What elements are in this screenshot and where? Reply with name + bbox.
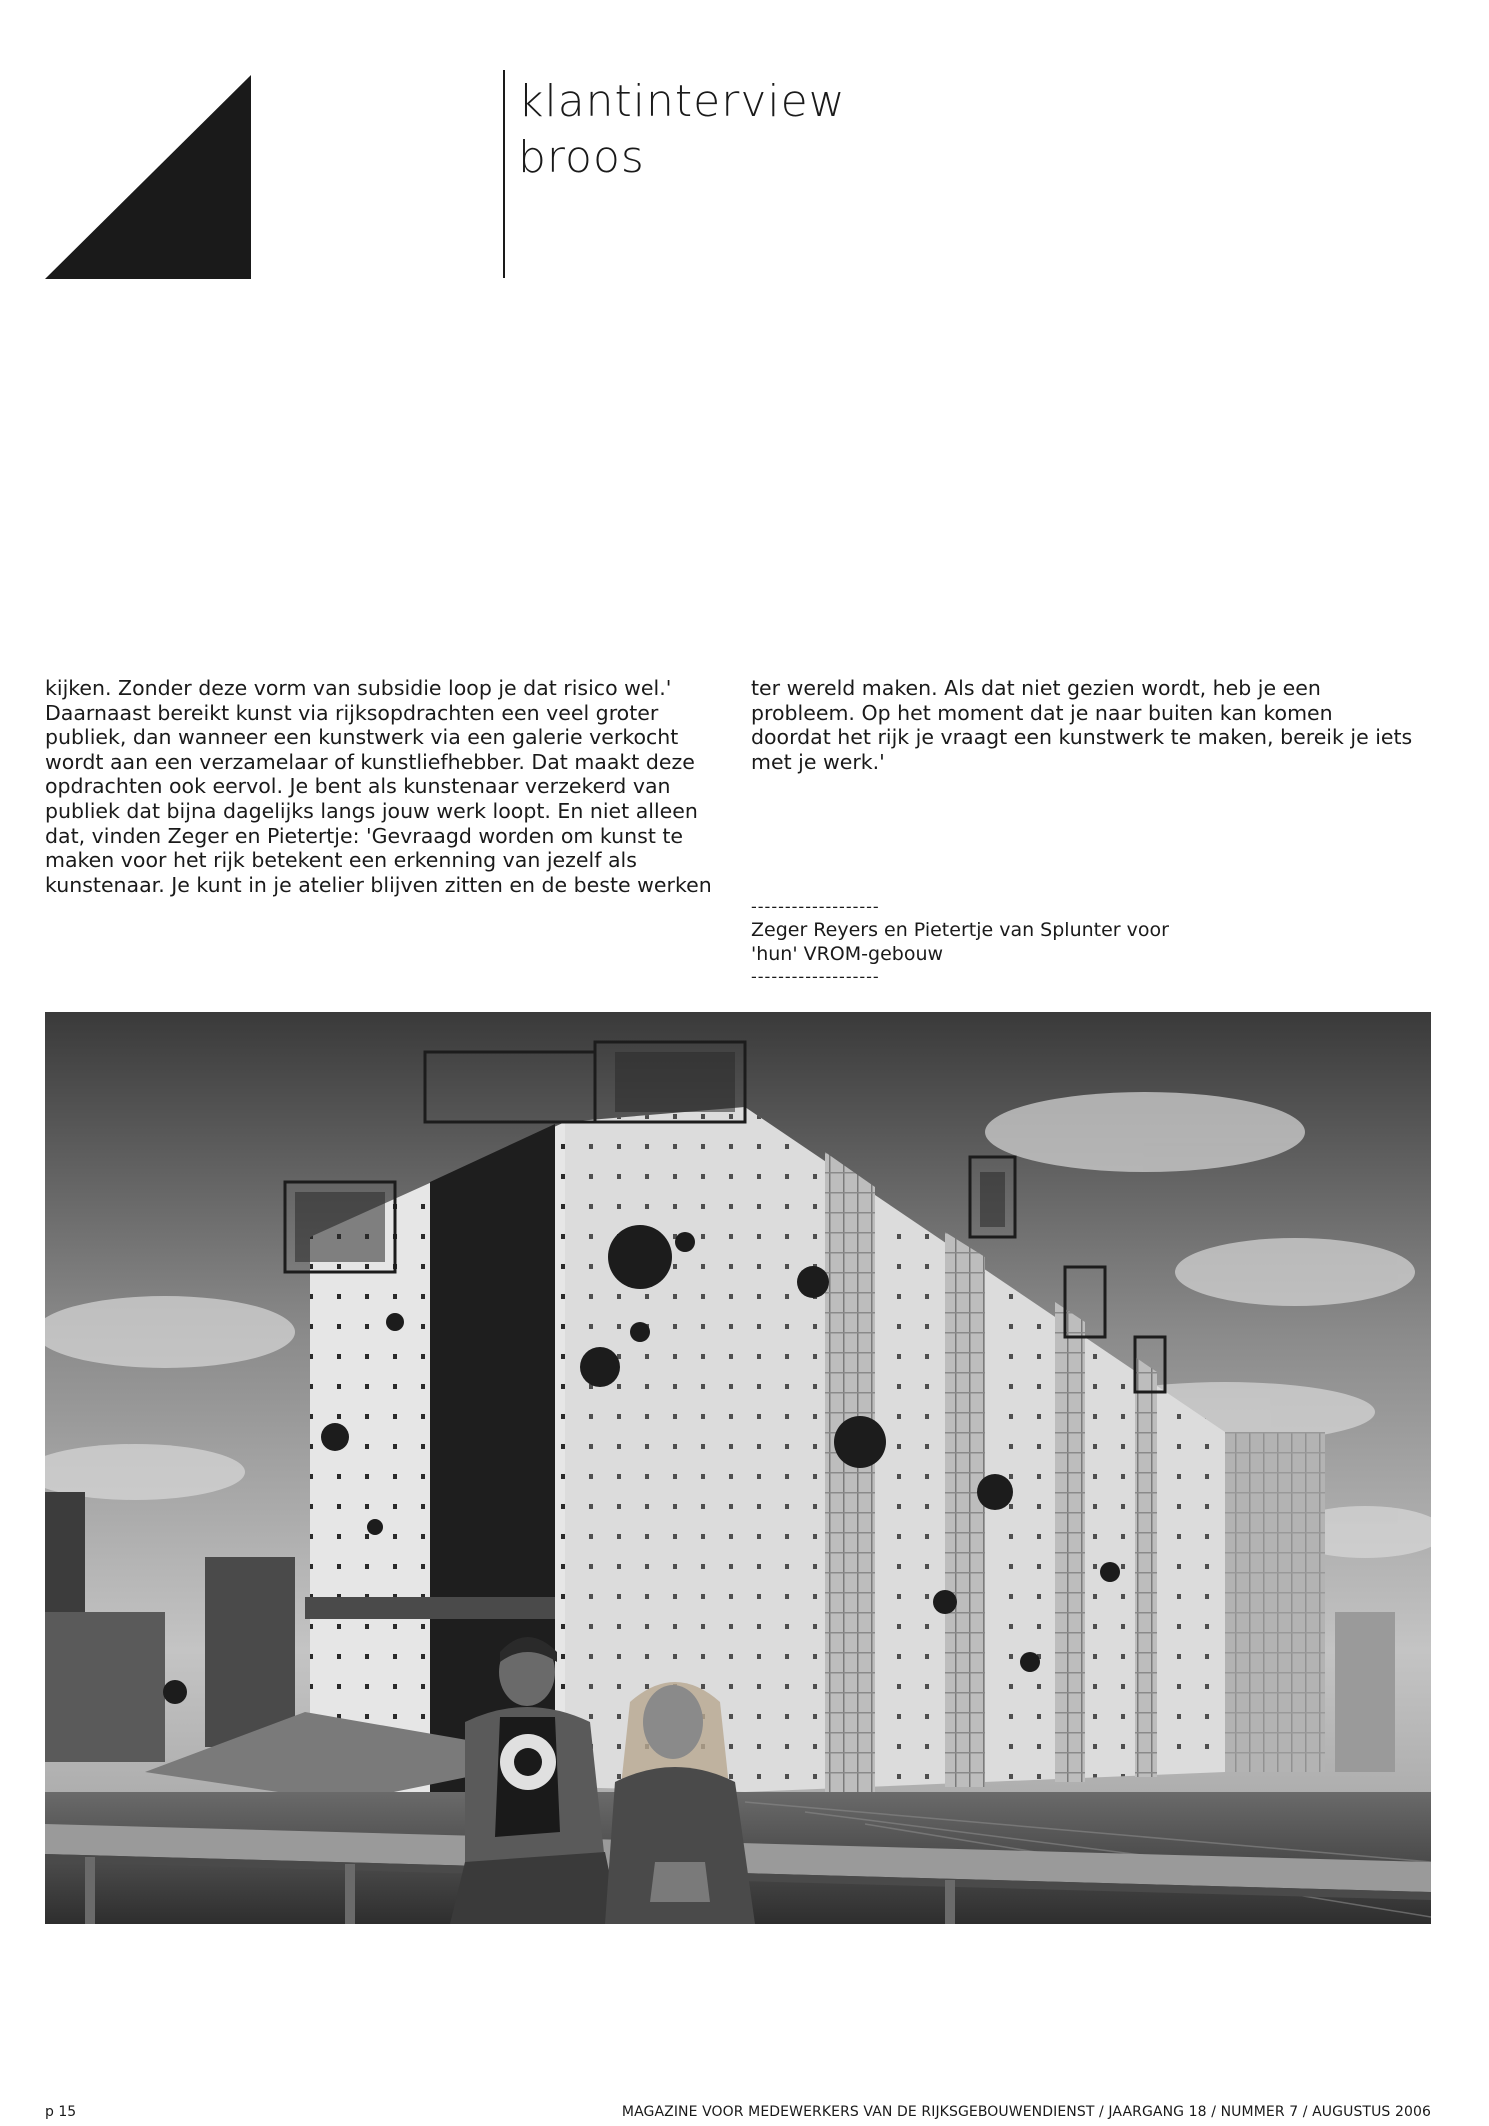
caption-divider-bottom: ------------------- bbox=[751, 967, 880, 986]
photo-caption bbox=[751, 896, 1311, 988]
building-photo bbox=[45, 1012, 1431, 1924]
section-title-line2: broos bbox=[518, 132, 645, 183]
caption-line-1: Zeger Reyers en Pietertje van Splunter voor bbox=[751, 919, 1169, 941]
article-text-right: ter wereld maken. Als dat niet gezien wordt, heb je een probleem. Op het moment dat je naar buiten kan komen doordat het rijk je vraagt een kunstwerk te maken, bereik je iets met je werk.' bbox=[751, 676, 1413, 774]
magazine-info: MAGAZINE VOOR MEDEWERKERS VAN DE RIJKSGEBOUWENDIENST / JAARGANG 18 / NUMMER 7 / AUGUSTUS 2006 bbox=[621, 2104, 1431, 2120]
article-column-right bbox=[751, 676, 1415, 774]
article-text-left: kijken. Zonder deze vorm van subsidie loop je dat risico wel.' Daarnaast bereikt kunst via rijksopdrachten een veel groter publiek, dan wanneer een kunstwerk via een galerie verkocht wordt aan een verzamelaar of kunstliefhebber. Dat maakt deze opdrachten ook eervol. Je bent als kunstenaar verzekerd van publiek dat bijna dagelijks langs jouw werk loopt. En niet alleen dat, vinden Zeger en Pietertje: 'Gevraagd worden om kunst te maken voor het rijk betekent een erkenning van jezelf als kunstenaar. Je kunt in je atelier blijven zitten en de beste werken bbox=[45, 676, 712, 897]
background-building bbox=[205, 1557, 295, 1747]
caption-line-2: 'hun' VROM-gebouw bbox=[751, 943, 944, 965]
caption-divider-top: ------------------- bbox=[751, 897, 880, 916]
decorative-triangle bbox=[45, 75, 251, 279]
article-column-left bbox=[45, 676, 713, 897]
header-divider bbox=[503, 70, 505, 278]
photo-illustration bbox=[45, 1012, 1431, 1924]
section-title-line1: klantinterview bbox=[518, 76, 846, 127]
section-title bbox=[518, 74, 846, 186]
building-canopy bbox=[305, 1597, 555, 1619]
page-number: p 15 bbox=[45, 2104, 77, 2120]
background-building bbox=[45, 1612, 165, 1762]
background-building bbox=[1335, 1612, 1395, 1772]
